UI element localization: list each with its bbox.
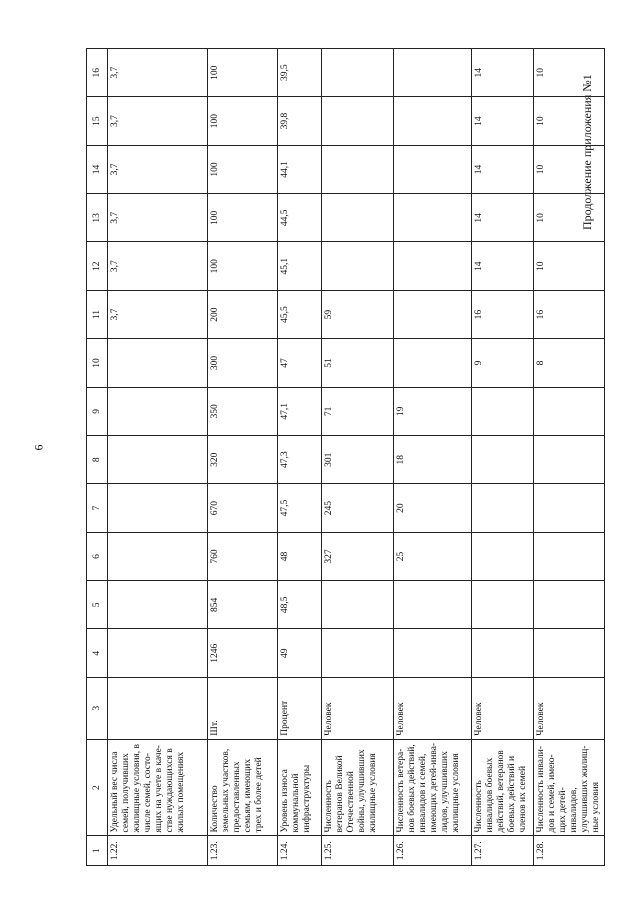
value-cell: 47,5	[278, 484, 322, 532]
header-cell: 15	[87, 97, 108, 145]
value-cell: 44,1	[278, 145, 322, 193]
unit-cell: Человек	[472, 677, 534, 739]
indicator-name-cell: Численность инвали-дов и семей, имею-щих детей-инвалидов, улучшивших жилищ-ные условия	[534, 739, 605, 836]
unit-cell: Процент	[278, 677, 322, 739]
header-cell: 9	[87, 387, 108, 435]
header-cell: 11	[87, 290, 108, 338]
value-cell: 49	[278, 629, 322, 677]
value-cell	[322, 97, 394, 145]
value-cell	[108, 436, 208, 484]
value-cell: 300	[208, 339, 278, 387]
value-cell	[534, 436, 605, 484]
value-cell: 8	[534, 339, 605, 387]
value-cell	[108, 387, 208, 435]
value-cell: 854	[208, 581, 278, 629]
table-row	[534, 49, 605, 866]
value-cell	[108, 532, 208, 580]
indicator-name-cell: Численность инвалидов боевых действий, ветеранов боевых действий и членов их семей	[472, 739, 534, 836]
table-row	[208, 49, 278, 866]
value-cell: 3,7	[108, 97, 208, 145]
page-number: 6	[31, 444, 46, 451]
table-row	[394, 49, 472, 866]
value-cell	[534, 532, 605, 580]
table-row	[322, 49, 394, 866]
value-cell: 327	[322, 532, 394, 580]
indicator-name-cell: Численность ветеранов Великой Отечественной войны, улучшивших жилищные условия	[322, 739, 394, 836]
value-cell: 3,7	[108, 49, 208, 97]
value-cell	[394, 339, 472, 387]
indicator-name-cell: Уровень износа коммунальной инфраструктуры	[278, 739, 322, 836]
value-cell: 44,5	[278, 194, 322, 242]
value-cell	[394, 242, 472, 290]
unit-cell: Человек	[394, 677, 472, 739]
value-cell	[322, 629, 394, 677]
header-row	[87, 49, 108, 866]
value-cell	[394, 290, 472, 338]
value-cell	[472, 436, 534, 484]
value-cell	[108, 581, 208, 629]
value-cell: 14	[472, 242, 534, 290]
header-cell: 2	[87, 739, 108, 836]
value-cell: 10	[534, 49, 605, 97]
header-cell: 10	[87, 339, 108, 387]
value-cell: 19	[394, 387, 472, 435]
value-cell	[322, 242, 394, 290]
value-cell: 47	[278, 339, 322, 387]
value-cell: 10	[534, 145, 605, 193]
value-cell: 100	[208, 242, 278, 290]
value-cell: 20	[394, 484, 472, 532]
value-cell: 760	[208, 532, 278, 580]
value-cell: 48,5	[278, 581, 322, 629]
header-cell: 1	[87, 836, 108, 866]
value-cell: 100	[208, 145, 278, 193]
value-cell: 48	[278, 532, 322, 580]
value-cell	[472, 629, 534, 677]
value-cell: 3,7	[108, 242, 208, 290]
value-cell	[534, 581, 605, 629]
table-row	[472, 49, 534, 866]
indicator-name-cell: Количество земельных участков, предоставленных семьям, имеющих трех и более детей	[208, 739, 278, 836]
value-cell: 10	[534, 194, 605, 242]
unit-cell	[108, 677, 208, 739]
value-cell	[108, 484, 208, 532]
unit-cell: Человек	[534, 677, 605, 739]
header-cell: 7	[87, 484, 108, 532]
value-cell: 320	[208, 436, 278, 484]
value-cell	[394, 49, 472, 97]
header-cell: 14	[87, 145, 108, 193]
value-cell: 10	[534, 242, 605, 290]
value-cell	[394, 145, 472, 193]
row-index-cell: 1.27.	[472, 836, 534, 866]
indicator-name-cell: Численность ветера-нов боевых действий, инвалидов и семей, имеющих детей-инва-лидов, улучшивших жилищные условия	[394, 739, 472, 836]
value-cell: 39,8	[278, 97, 322, 145]
row-index-cell: 1.23.	[208, 836, 278, 866]
value-cell: 301	[322, 436, 394, 484]
value-cell: 350	[208, 387, 278, 435]
header-cell: 4	[87, 629, 108, 677]
unit-cell: Шт.	[208, 677, 278, 739]
value-cell	[108, 629, 208, 677]
indicators-table	[86, 48, 605, 866]
value-cell: 47,1	[278, 387, 322, 435]
value-cell: 3,7	[108, 194, 208, 242]
row-index-cell: 1.26.	[394, 836, 472, 866]
value-cell: 71	[322, 387, 394, 435]
unit-cell: Человек	[322, 677, 394, 739]
value-cell: 25	[394, 532, 472, 580]
value-cell: 14	[472, 194, 534, 242]
value-cell	[394, 629, 472, 677]
value-cell	[322, 581, 394, 629]
value-cell: 3,7	[108, 290, 208, 338]
row-index-cell: 1.24.	[278, 836, 322, 866]
table-container	[86, 48, 601, 866]
value-cell	[472, 484, 534, 532]
value-cell: 200	[208, 290, 278, 338]
value-cell: 16	[472, 290, 534, 338]
value-cell	[534, 629, 605, 677]
value-cell: 670	[208, 484, 278, 532]
value-cell	[394, 194, 472, 242]
header-cell: 12	[87, 242, 108, 290]
value-cell	[394, 581, 472, 629]
value-cell	[472, 581, 534, 629]
value-cell	[108, 339, 208, 387]
value-cell	[322, 49, 394, 97]
value-cell: 100	[208, 194, 278, 242]
value-cell: 45,1	[278, 242, 322, 290]
value-cell: 100	[208, 49, 278, 97]
row-index-cell: 1.25.	[322, 836, 394, 866]
row-index-cell: 1.28.	[534, 836, 605, 866]
header-cell: 8	[87, 436, 108, 484]
header-cell: 16	[87, 49, 108, 97]
value-cell	[322, 194, 394, 242]
value-cell: 51	[322, 339, 394, 387]
value-cell	[534, 387, 605, 435]
value-cell: 100	[208, 97, 278, 145]
value-cell: 39,5	[278, 49, 322, 97]
header-cell: 6	[87, 532, 108, 580]
value-cell	[394, 97, 472, 145]
value-cell: 14	[472, 49, 534, 97]
header-cell: 13	[87, 194, 108, 242]
continuation-label: Продолжение приложения №1	[580, 74, 594, 230]
table-row	[108, 49, 208, 866]
value-cell: 1246	[208, 629, 278, 677]
row-index-cell: 1.22.	[108, 836, 208, 866]
value-cell: 9	[472, 339, 534, 387]
value-cell: 47,3	[278, 436, 322, 484]
value-cell	[322, 145, 394, 193]
value-cell	[534, 484, 605, 532]
value-cell	[472, 532, 534, 580]
value-cell: 16	[534, 290, 605, 338]
indicator-name-cell: Удельный вес числа семей, получивших жилищные условия, в числе семей, состо-ящих на учете в каче-стве нуждающихся в жилых помещениях	[108, 739, 208, 836]
value-cell: 14	[472, 145, 534, 193]
header-cell: 5	[87, 581, 108, 629]
value-cell: 59	[322, 290, 394, 338]
table-row	[278, 49, 322, 866]
value-cell: 14	[472, 97, 534, 145]
value-cell: 245	[322, 484, 394, 532]
value-cell: 10	[534, 97, 605, 145]
value-cell: 45,5	[278, 290, 322, 338]
value-cell: 3,7	[108, 145, 208, 193]
value-cell	[472, 387, 534, 435]
value-cell: 18	[394, 436, 472, 484]
header-cell: 3	[87, 677, 108, 739]
